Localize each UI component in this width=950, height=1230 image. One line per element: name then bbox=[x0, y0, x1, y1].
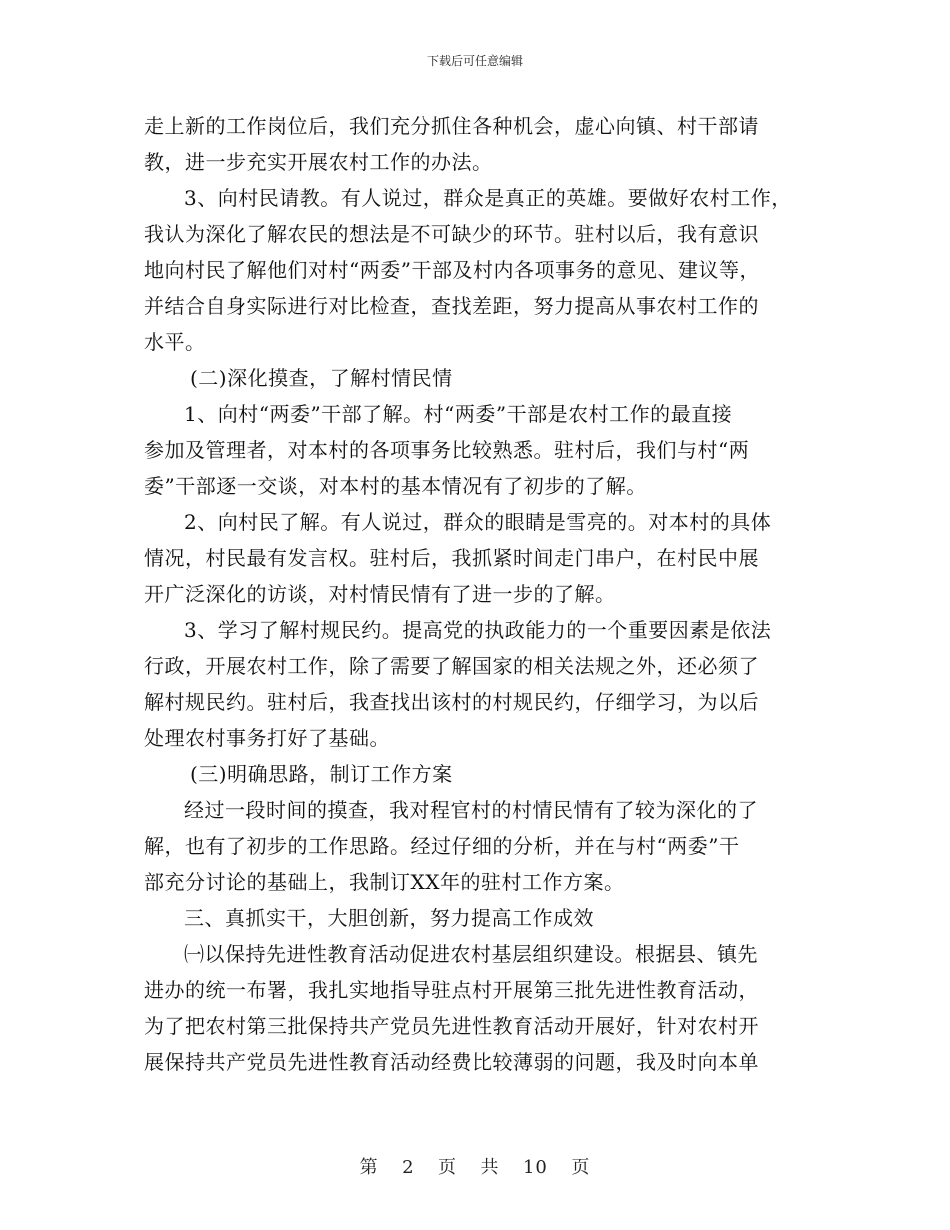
document-body bbox=[144, 108, 818, 1080]
text-line: 3、学习了解村规民约。提高党的执政能力的一个重要因素是依法 bbox=[184, 618, 772, 642]
footer-gong: 共 bbox=[480, 1157, 500, 1178]
text-line: 走上新的工作岗位后，我们充分抓住各种机会，虚心向镇、村干部请 bbox=[144, 114, 759, 138]
section-heading: (二)深化摸查，了解村情民情 bbox=[190, 366, 453, 390]
footer-ye: 页 bbox=[438, 1157, 458, 1178]
text-line: 经过一段时间的摸查，我对程官村的村情民情有了较为深化的了 bbox=[184, 798, 758, 822]
footer-di: 第 bbox=[359, 1157, 379, 1178]
text-line: 并结合自身实际进行对比检查，查找差距，努力提高从事农村工作的 bbox=[144, 294, 759, 318]
footer-ye2: 页 bbox=[571, 1157, 591, 1178]
text-line: 处理农村事务打好了基础。 bbox=[144, 726, 390, 750]
section-heading: (三)明确思路，制订工作方案 bbox=[190, 762, 453, 786]
text-line: 开广泛深化的访谈，对村情民情有了进一步的了解。 bbox=[144, 582, 616, 606]
text-line: ㈠以保持先进性教育活动促进农村基层组织建设。根据县、镇先 bbox=[184, 942, 758, 966]
text-line: 解村规民约。驻村后，我查找出该村的村规民约，仔细学习，为以后 bbox=[144, 690, 759, 714]
text-line: 展保持共产党员先进性教育活动经费比较薄弱的问题，我及时向本单 bbox=[144, 1050, 759, 1074]
text-line: 部充分讨论的基础上，我制订XX年的驻村工作方案。 bbox=[144, 870, 625, 894]
section-heading: 三、真抓实干，大胆创新，努力提高工作成效 bbox=[184, 906, 594, 930]
text-line: 参加及管理者，对本村的各项事务比较熟悉。驻村后，我们与村“两 bbox=[144, 438, 750, 462]
footer-total-pages: 10 bbox=[522, 1157, 548, 1178]
text-line: 委”干部逐一交谈，对本村的基本情况有了初步的了解。 bbox=[144, 474, 647, 498]
text-line: 地向村民了解他们对村“两委”干部及村内各项事务的意见、建议等， bbox=[144, 258, 760, 282]
text-line: 1、向村“两委”干部了解。村“两委”干部是农村工作的最直接 bbox=[184, 402, 733, 426]
text-line: 为了把农村第三批保持共产党员先进性教育活动开展好，针对农村开 bbox=[144, 1014, 759, 1038]
text-line: 2、向村民了解。有人说过，群众的眼睛是雪亮的。对本村的具体 bbox=[184, 510, 772, 534]
text-line: 进办的统一布署，我扎实地指导驻点村开展第三批先进性教育活动， bbox=[144, 978, 759, 1002]
text-line: 3、向村民请教。有人说过，群众是真正的英雄。要做好农村工作， bbox=[184, 186, 792, 210]
text-line: 我认为深化了解农民的想法是不可缺少的环节。驻村以后，我有意识 bbox=[144, 222, 759, 246]
text-line: 教，进一步充实开展农村工作的办法。 bbox=[144, 150, 493, 174]
footer-page-number: 2 bbox=[402, 1157, 415, 1178]
text-line: 解，也有了初步的工作思路。经过仔细的分析，并在与村“两委”干 bbox=[144, 834, 740, 858]
text-line: 情况，村民最有发言权。驻村后，我抓紧时间走门串户，在村民中展 bbox=[144, 546, 759, 570]
text-line: 行政，开展农村工作，除了需要了解国家的相关法规之外，还必须了 bbox=[144, 654, 759, 678]
page-footer bbox=[0, 1153, 950, 1179]
page-header-note: 下载后可任意编辑 bbox=[426, 54, 523, 68]
text-line: 水平。 bbox=[144, 330, 206, 354]
